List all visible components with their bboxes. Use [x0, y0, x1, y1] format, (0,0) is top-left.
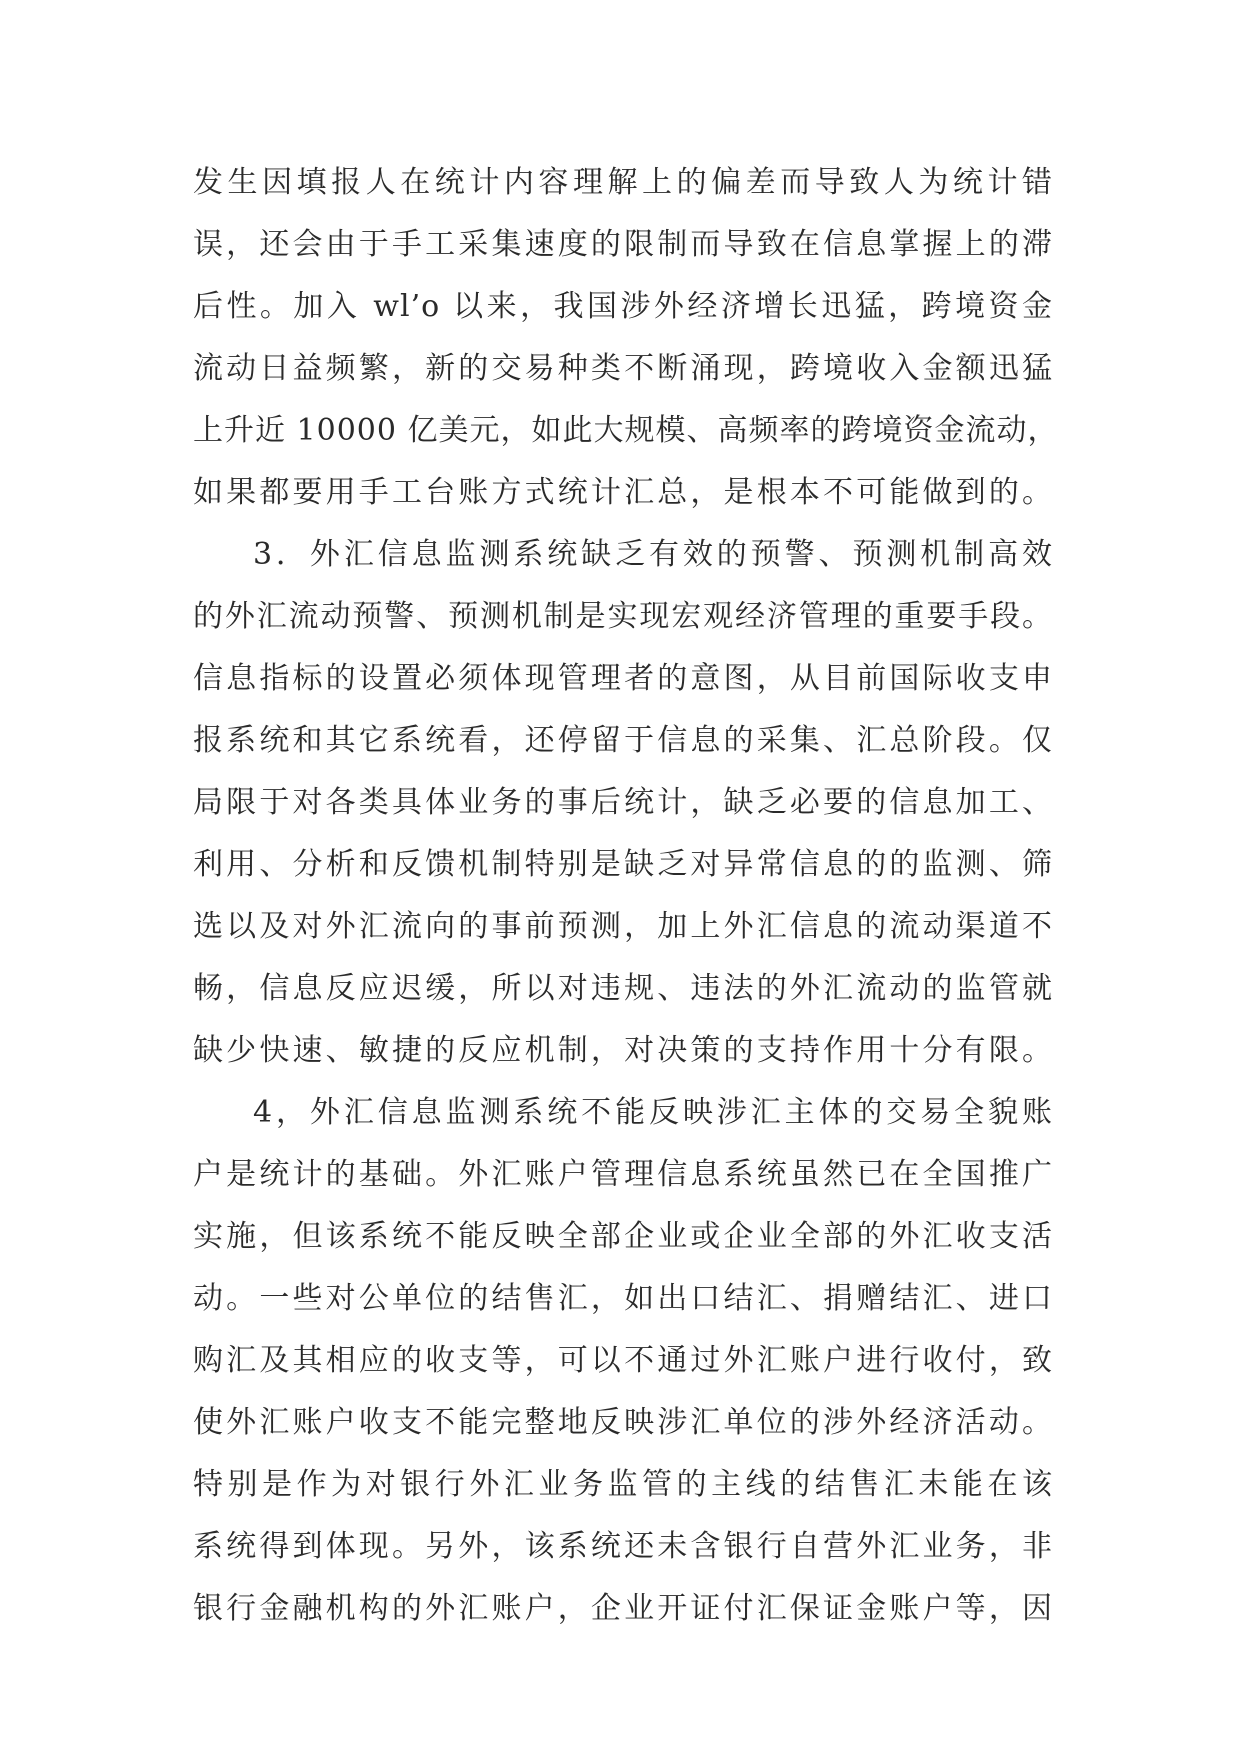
text-line: 缺少快速、敏捷的反应机制，对决策的支持作用十分有限。: [193, 1033, 1053, 1068]
text-line: 局限于对各类具体业务的事后统计，缺乏必要的信息加工、: [193, 785, 1053, 820]
text-line: 使外汇账户收支不能完整地反映涉汇单位的涉外经济活动。: [193, 1405, 1053, 1440]
section-heading-line: 4，外汇信息监测系统不能反映涉汇主体的交易全貌账: [253, 1095, 1053, 1130]
text-line: 发生因填报人在统计内容理解上的偏差而导致人为统计错: [193, 165, 1053, 200]
text-line: 后性。加入 wl’o 以来，我国涉外经济增长迅猛，跨境资金: [193, 289, 1053, 324]
text-line: 特别是作为对银行外汇业务监管的主线的结售汇未能在该: [193, 1467, 1053, 1502]
text-line: 的外汇流动预警、预测机制是实现宏观经济管理的重要手段。: [193, 599, 1053, 634]
text-line: 户是统计的基础。外汇账户管理信息系统虽然已在全国推广: [193, 1157, 1053, 1192]
body-text: [193, 152, 1059, 1640]
section-heading-line: 3．外汇信息监测系统缺乏有效的预警、预测机制高效: [253, 537, 1053, 572]
text-line: 购汇及其相应的收支等，可以不通过外汇账户进行收付，致: [193, 1343, 1053, 1378]
text-line: 畅，信息反应迟缓，所以对违规、违法的外汇流动的监管就: [193, 971, 1053, 1006]
text-line: 如果都要用手工台账方式统计汇总，是根本不可能做到的。: [193, 475, 1053, 510]
text-line: 系统得到体现。另外，该系统还未含银行自营外汇业务，非: [193, 1529, 1053, 1564]
text-line: 上升近 10000 亿美元，如此大规模、高频率的跨境资金流动，: [193, 413, 1059, 448]
text-line: 银行金融机构的外汇账户，企业开证付汇保证金账户等，因: [193, 1591, 1053, 1626]
text-line: 动。一些对公单位的结售汇，如出口结汇、捐赠结汇、进口: [193, 1281, 1053, 1316]
text-line: 误，还会由于手工采集速度的限制而导致在信息掌握上的滞: [193, 227, 1053, 262]
text-line: 实施，但该系统不能反映全部企业或企业全部的外汇收支活: [193, 1219, 1053, 1254]
text-line: 流动日益频繁，新的交易种类不断涌现，跨境收入金额迅猛: [193, 351, 1053, 386]
text-line: 利用、分析和反馈机制特别是缺乏对异常信息的的监测、筛: [193, 847, 1053, 882]
text-line: 选以及对外汇流向的事前预测，加上外汇信息的流动渠道不: [193, 909, 1053, 944]
text-line: 报系统和其它系统看，还停留于信息的采集、汇总阶段。仅: [193, 723, 1053, 758]
text-line: 信息指标的设置必须体现管理者的意图，从目前国际收支申: [193, 661, 1053, 696]
